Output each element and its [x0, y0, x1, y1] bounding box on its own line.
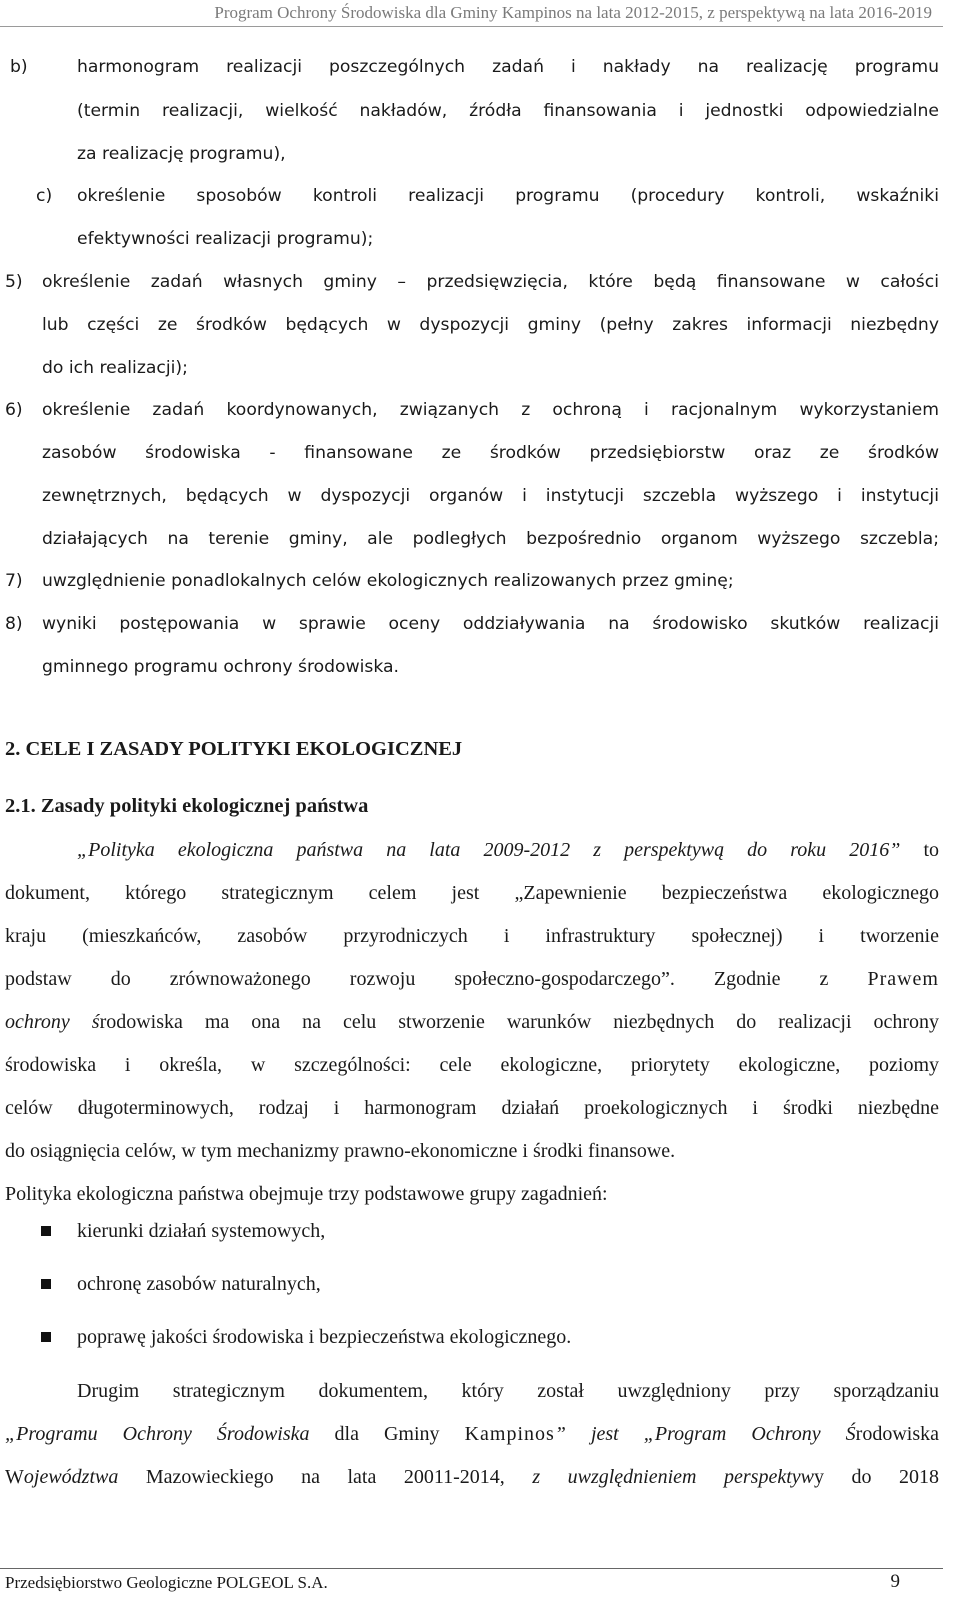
text-span: dla Gminy	[309, 1423, 465, 1445]
footer-rule	[0, 1568, 943, 1569]
list-item-line: wyniki postępowania w sprawie oceny oddziaływania na środowisko skutków realizacji	[42, 614, 939, 634]
header-title: Program Ochrony Środowiska dla Gminy Kampinos na lata 2012-2015, z perspektywą na lata 2016-2019	[214, 3, 932, 22]
document-title-italic: „Polityka ekologiczna państwa na lata 2009-2012 z perspektywą do roku 2016”	[77, 839, 901, 861]
list-marker: 7)	[5, 571, 23, 591]
text-span: Mazowieckiego na lata 20011-2014,	[118, 1466, 533, 1488]
square-bullet-icon	[41, 1332, 51, 1342]
paragraph-line	[5, 1011, 939, 1034]
list-marker: 6)	[5, 400, 23, 420]
paragraph-line: do osiągnięcia celów, w tym mechanizmy prawno-ekonomiczne i środki finansowe.	[5, 1140, 676, 1162]
list-item-line: uwzględnienie ponadlokalnych celów ekologicznych realizowanych przez gminę;	[42, 571, 734, 591]
bullet-item: ochronę zasobów naturalnych,	[77, 1273, 321, 1295]
subsection-heading: 2.1. Zasady polityki ekologicznej państwa	[5, 795, 369, 817]
list-item-line: określenie zadań koordynowanych, związanych z ochroną i racjonalnym wykorzystaniem	[42, 400, 939, 420]
text-span: to	[923, 839, 940, 861]
list-marker: 5)	[5, 272, 23, 292]
paragraph-line: kraju (mieszkańców, zasobów przyrodniczych i infrastruktury społecznej) i tworzenie	[5, 925, 939, 947]
paragraph-line: środowiska i określa, w szczególności: cele ekologiczne, priorytety ekologiczne, poziomy	[5, 1054, 939, 1076]
italic-span: z uwzględnieniem perspektyw	[532, 1466, 814, 1488]
list-item-line: do ich realizacji);	[42, 358, 188, 378]
text-span: Kampinos	[464, 1423, 555, 1445]
list-marker: b)	[10, 57, 28, 77]
italic-span: ojewództwa	[23, 1466, 119, 1488]
text-span: rodowiska ma ona na celu stworzenie warunków niezbędnych do realizacji ochrony	[99, 1011, 940, 1033]
paragraph-line: Drugim strategicznym dokumentem, który został uwzględniony przy sporządzaniu	[77, 1380, 939, 1402]
list-marker: 8)	[5, 614, 23, 634]
bullet-item: poprawę jakości środowiska i bezpieczeństwa ekologicznego.	[77, 1326, 572, 1348]
italic-span: „Programu Ochrony Środowiska	[5, 1423, 310, 1445]
paragraph-line	[5, 882, 939, 905]
footer-company: Przedsiębiorstwo Geologiczne POLGEOL S.A.	[5, 1573, 328, 1592]
text-span: y do 2018	[813, 1466, 939, 1488]
list-item-line: zasobów środowiska - finansowane ze środków przedsiębiorstw oraz ze środków	[42, 443, 939, 463]
page-header	[0, 0, 960, 30]
paragraph-groups-intro: Polityka ekologiczna państwa obejmuje trzy podstawowe grupy zagadnień:	[5, 1183, 608, 1205]
list-item-line: określenie zadań własnych gminy – przedsięwzięcia, które będą finansowane w całości	[42, 272, 939, 292]
list-item-line: (termin realizacji, wielkość nakładów, źródła finansowania i jednostki odpowiedzialne	[77, 101, 939, 121]
list-item-line: efektywności realizacji programu);	[77, 229, 374, 249]
list-item-line: gminnego programu ochrony środowiska.	[42, 657, 400, 677]
square-bullet-icon	[41, 1279, 51, 1289]
text-span: Prawem	[867, 968, 939, 990]
text-span: W	[5, 1466, 24, 1488]
list-item-line: harmonogram realizacji poszczególnych zadań i nakłady na realizację programu	[77, 57, 939, 77]
italic-span: ” jest „Program Ochrony Ś	[554, 1423, 856, 1445]
bullet-item: kierunki działań systemowych,	[77, 1220, 326, 1242]
list-marker: c)	[36, 186, 53, 206]
page-number: 9	[890, 1571, 900, 1592]
paragraph-line	[5, 1423, 939, 1446]
paragraph-line	[5, 968, 939, 991]
paragraph-line	[5, 1466, 939, 1489]
list-item-line: za realizację programu),	[77, 144, 286, 164]
paragraph-line	[77, 839, 939, 862]
paragraph-line: celów długoterminowych, rodzaj i harmonogram działań proekologicznych i środki niezbędne	[5, 1097, 939, 1119]
header-rule	[0, 26, 943, 27]
list-item-line: lub części ze środków będących w dyspozycji gminy (pełny zakres informacji niezbędny	[42, 315, 939, 335]
square-bullet-icon	[41, 1226, 51, 1236]
italic-span: ochrony ś	[5, 1011, 100, 1033]
text-span: podstaw do zrównoważonego rozwoju społeczno-gospodarczego”. Zgodnie z	[5, 968, 868, 990]
list-item-line: zewnętrznych, będących w dyspozycji organów i instytucji szczebla wyższego i instytucji	[42, 486, 939, 506]
text-span: dokument, którego strategicznym celem jest	[5, 882, 515, 904]
section-heading: 2. CELE I ZASADY POLITYKI EKOLOGICZNEJ	[5, 738, 463, 760]
list-item-line: działających na terenie gminy, ale podległych bezpośrednio organom wyższego szczebla;	[42, 529, 939, 549]
list-item-line: określenie sposobów kontroli realizacji programu (procedury kontroli, wskaźniki	[77, 186, 939, 206]
text-span: rodowiska	[855, 1423, 939, 1445]
text-span: „Zapewnienie bezpieczeństwa ekologicznego	[514, 882, 939, 904]
